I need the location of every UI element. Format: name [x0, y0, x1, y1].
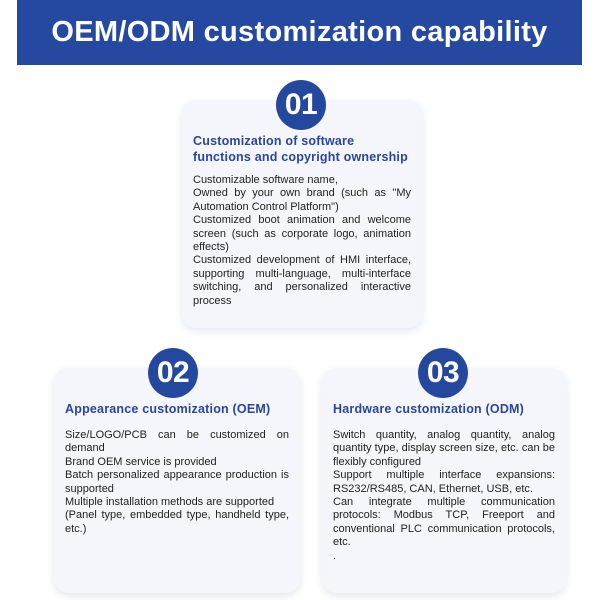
- card-line: Switch quantity, analog quantity, analog quantity type, display screen size, etc. can be flexibly configured: [333, 429, 555, 468]
- card-hardware-customization: [322, 368, 566, 593]
- page-title: OEM/ODM customization capability: [51, 16, 548, 48]
- card-line: Support multiple interface expansions: RS232/RS485, CAN, Ethernet, USB, etc.: [333, 469, 555, 495]
- card-line: Can integrate multiple communication protocols: Modbus TCP, Freeport and conventional PLC communication protocols, etc.: [333, 496, 555, 549]
- card-title: Hardware customization (ODM): [333, 402, 525, 416]
- card-line: Size/LOGO/PCB can be customized on demand: [65, 429, 289, 455]
- step-number-badge: 02: [148, 348, 198, 398]
- card-line: Brand OEM service is provided: [65, 455, 217, 468]
- card-line: Batch personalized appearance production is supported: [65, 469, 289, 495]
- step-number-badge: 01: [276, 80, 326, 130]
- card-appearance-customization: [54, 368, 300, 593]
- card-line: Owned by your own brand (such as "My Automation Control Platform"): [193, 187, 411, 213]
- card-software-customization: [182, 100, 422, 328]
- card-body: [193, 174, 411, 308]
- card-title: Customization of software functions and copyright ownership: [193, 134, 408, 164]
- card-line: Customizable software name,: [193, 174, 338, 186]
- step-number-badge: 03: [418, 348, 468, 398]
- card-line: Customized boot animation and welcome screen (such as corporate logo, animation effects): [193, 214, 411, 254]
- card-title: Appearance customization (OEM): [65, 402, 271, 416]
- header-banner: [17, 0, 582, 65]
- card-line: .: [333, 549, 337, 562]
- card-body: [333, 429, 555, 563]
- card-line: Customized development of HMI interface, supporting multi-language, multi-interface switching, and personalized interactive process: [193, 254, 411, 307]
- card-body: [65, 429, 289, 536]
- card-line: Multiple installation methods are supported: [65, 496, 275, 509]
- card-line: (Panel type, embedded type, handheld type, etc.): [65, 509, 289, 535]
